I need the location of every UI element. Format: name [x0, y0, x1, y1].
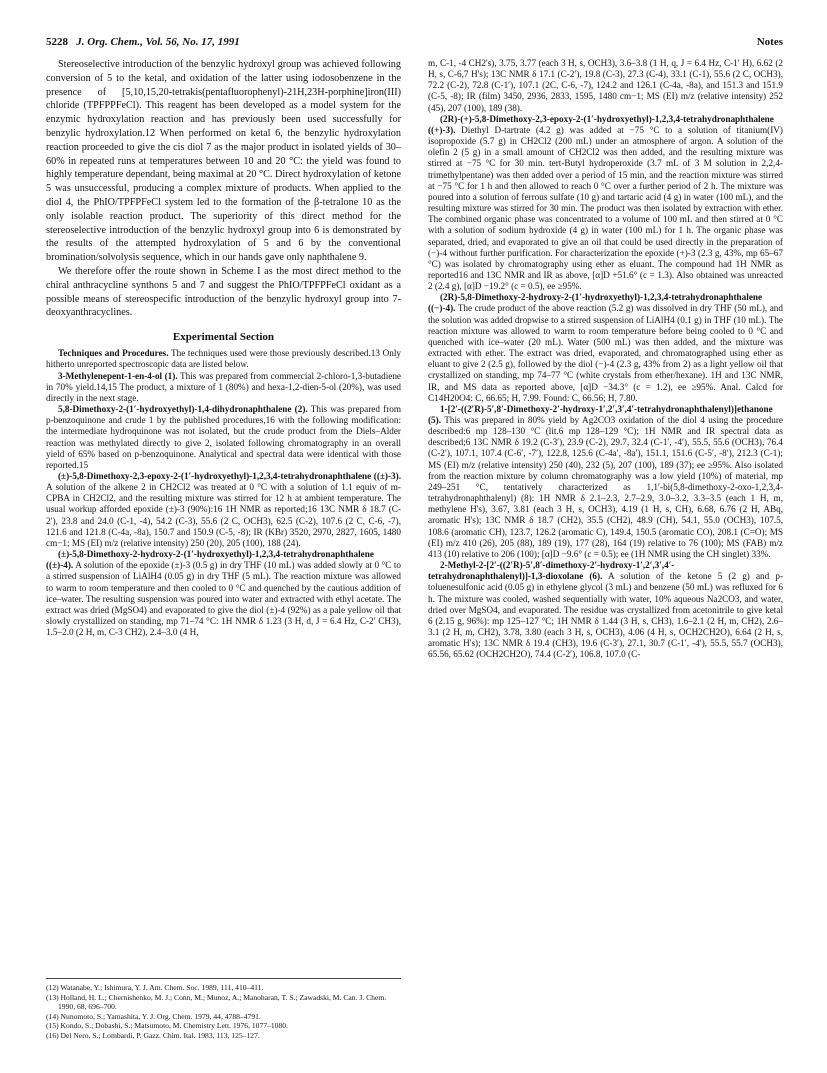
continuation-paragraph: m, C-1, -4 CH2's), 3.75, 3.77 (each 3 H, s, OCH3), 3.6–3.8 (1 H, q, J = 6.4 Hz, C-1′ H), 6.62 (2 H, s, C-6,7 H's); 13C NMR δ 17.1 (C-2′), 19.8 (C-3), 27.3 (C-4), 33.1 (C-1), 55.6 (2 C, OCH3), 72.2 (C-2), 72.8 (C-1′), 107.1 (2C, C-6, -7), 124.2 and 126.1 (C-4a, -8a), and 151.3 and 151.9 (C-5, -8); IR (film) 3450, 2936, 2833, 1595, 1480 cm−1; MS (EI) m/z (relative intensity) 252 (45), 207 (100), 189 (38).	[428, 58, 783, 113]
compound-procedure: This was prepared in 80% yield by Ag2CO3 oxidation of the diol 4 using the procedure described:6 mp 128–130 °C (lit.6 mp 128–129 °C); 1H NMR and IR spectral data as described;6 13C NMR δ 19.2 (C-3′), 23.9 (C-2), 29.7, 32.4 (C-1′, -4′), 55.5, 55.6 (OCH3), 76.4 (C-2′), 107.1, 107.4 (C-6′, -7′), 122.8, 125.6 (C-4a′, -8a′), 151.1, 151.6 (C-5′, -8′), 212.3 (C-1); MS (EI) m/z (relative intensity) 250 (40), 232 (5), 207 (100), 189 (37); ee ≥95%. Also isolated from the reaction mixture by column chromatography was a low yield (10%) of material, mp 249–251 °C, tentatively characterized as 1,1′-bi(5,8-dimethoxy-2-oxo-1,2,3,4-tetrahydronaphthalenyl) (8): 1H NMR δ 2.1–2.3, 2.7–2.9, 3.0–3.2, 3.3–3.5 (each 1 H, m, methylene H's), 3.67, 3.81 (each 3 H, s, OCH3), 4.19 (1 H, s, CH), 6.68, 6.76 (2 H, ABq, aromatic H's); 13C NMR δ 18.7 (CH2), 35.5 (CH2), 48.9 (CH), 54.1, 55.0 (OCH3), 107.5, 108.6 (aromatic CH), 123.7, 126.2 (aromatic C), 149.4, 150.5 (aromatic CO), 208.1 (C=O); MS (EI) m/z 410 (26), 205 (88), 189 (19), 177 (28), 164 (19) relative to 76 (100); MS (FAB) m/z 413 (10) relative to 206 (100); [α]D −9.6° (c = 0.5); ee (1H NMR using the CH singlet) 33%.	[428, 415, 783, 559]
footnotes	[46, 978, 401, 1040]
compound-entry	[46, 371, 401, 404]
footnote: (13) Holland, H. L.; Chernishenko, M. J.; Conn, M.; Munoz, A.; Manoharan, T. S.; Zawadski, M. Can. J. Chem. 1990, 68, 696–700.	[46, 992, 387, 1011]
compound-procedure: The crude product of the above reaction (5.2 g) was dissolved in dry THF (50 mL), and the solution was added dropwise to a stirred suspension of LiAlH4 (0.1 g) in THF (10 mL). The reaction mixture was allowed to warm to room temperature before being cooled to 0 °C and quenched with ice–water (20 mL). Water (500 mL) was then added, and the mixture was extracted with ether. The extract was dried, evaporated, and chromatographed using ether as eluant to give 2 (2.5 g), followed by the diol (−)-4 (2.3 g, 43% from 2) as a light yellow oil that crystallized on standing, mp 74–77 °C (white crystals from ether/hexane). 1H and 13C NMR, IR, and MS data as reported above, [α]D −34.3° (c = 1.2), ee ≥95%. Anal. Calcd for C14H20O4: C, 66.65; H, 7.99. Found: C, 66.56; H, 7.80.	[428, 303, 783, 403]
intro-paragraph-2: We therefore offer the route shown in Scheme I as the most direct method to the chiral anthracycline synthons 5 and 7 and suggest the PhIO/TPFPFeCl oxidant as a possible means of stereospecific introduction of the benzylic hydroxyl group into 7-deoxyanthracyclines.	[46, 265, 401, 319]
compound-entry	[428, 292, 783, 404]
right-column	[428, 58, 783, 660]
compound-name: 1-[2′-((2′R)-5′,8′-Dimethoxy-2′-hydroxy-1′,2′,3′,4′-tetrahydronaphthalenyl)]ethanone (5).	[428, 403, 773, 425]
compound-entry	[46, 404, 401, 471]
compound-name: (±)-5,8-Dimethoxy-2-hydroxy-2-(1′-hydroxyethyl)-1,2,3,4-tetrahydronaphthalene ((±)-4).	[46, 549, 374, 571]
compound-entry	[428, 404, 783, 560]
techniques-text: The techniques used were those previously described.13 Only hitherto unreported spectroscopic data are listed below.	[46, 348, 401, 370]
journal-citation: J. Org. Chem., Vol. 56, No. 17, 1991	[76, 36, 240, 48]
compound-name: (2R)-(+)-5,8-Dimethoxy-2,3-epoxy-2-(1′-hydroxyethyl)-1,2,3,4-tetrahydronaphthalene ((+)-3).	[428, 113, 774, 135]
left-column	[46, 58, 401, 638]
techniques-paragraph	[46, 348, 401, 370]
compound-name: (±)-5,8-Dimethoxy-2,3-epoxy-2-(1′-hydroxyethyl)-1,2,3,4-tetrahydronaphthalene ((±)-3).	[58, 471, 401, 482]
compound-entry	[428, 114, 783, 293]
compound-entry	[46, 549, 401, 638]
footnote: (12) Watanabe, Y.; Ishimura, Y. J. Am. Chem. Soc. 1989, 111, 410–411.	[46, 983, 264, 992]
compound-entry	[46, 471, 401, 549]
compound-name: 2-Methyl-2-[2′-((2′R)-5′,8′-dimethoxy-2′-hydroxy-1′,2′,3′,4′-tetrahydronaphthalenyl)]-1,3-dioxolane (6).	[428, 560, 675, 582]
compound-procedure: This was prepared from p-benzoquinone and crude 1 by the published procedures,16 with the following modification: the intermediate hydroquinone was not isolated, but the crude product from the Diels–Alder reaction was methylated directly to give 2, isolated following chromatography in an overall yield of 65% based on p-benzoquinone. Analytical and spectral data were identical with those reported.15	[46, 404, 401, 470]
page-number: 5228	[46, 36, 68, 48]
compound-name: 3-Methylenepent-1-en-4-ol (1).	[58, 370, 178, 381]
compound-procedure: A solution of the epoxide (±)-3 (0.5 g) in dry THF (10 mL) was added slowly at 0 °C to a stirred suspension of LiAlH4 (0.05 g) in dry THF (5 mL). The reaction mixture was allowed to warm to room temperature and then cooled to 0 °C and quenched by the cautious addition of ice–water. The resulting suspension was poured into water and extracted with ethyl acetate. The extract was dried (MgSO4) and evaporated to give the diol (±)-4 (92%) as a pale yellow oil that slowly crystallized on standing, mp 71–74 °C: 1H NMR δ 1.23 (3 H, d, J = 6.4 Hz, C-2′ CH3), 1.5–2.0 (2 H, m, C-3 CH2), 2.4–3.0 (4 H,	[46, 560, 401, 638]
compound-procedure: This was prepared from commercial 2-chloro-1,3-butadiene in 70% yield.14,15 The product, a mixture of 1 (80%) and hexa-1,2-dien-5-ol (20%), was used directly in the next stage.	[46, 370, 402, 403]
header-left	[46, 36, 240, 48]
compound-name: (2R)-5,8-Dimethoxy-2-hydroxy-2-(1′-hydroxyethyl)-1,2,3,4-tetrahydronaphthalene ((−)-4).	[428, 292, 763, 314]
footnote: (15) Kondo, S.; Dobashi, S.; Matsumoto, M. Chemistry Lett. 1976, 1077–1080.	[46, 1021, 288, 1030]
compound-procedure: A solution of the ketone 5 (2 g) and p-toluenesulfonic acid (0.05 g) in ethylene glycol (3 mL) and benzene (50 mL) was refluxed for 6 h. The mixture was cooled, washed sequentially with water, 10% aqueous Na2CO3, and water, dried over MgSO4, and evaporated. The residue was crystallized from acetonitrile to give ketal 6 (2.15 g, 96%): mp 125–127 °C; 1H NMR δ 1.44 (3 H, s, CH3), 1.6–2.1 (2 H, m, CH2), 2.6–3.1 (2 H, m, CH2), 3.78, 3.80 (each 3 H, s, OCH3), 4.06 (4 H, s, OCH2CH2O), 6.64 (2 H, s, aromatic H's); 13C NMR δ 19.4 (CH3), 19.6 (C-3′), 27.1, 30.7 (C-1′, -4′), 55.5, 55.7 (OCH3), 65.56, 65.62 (OCH2CH2O), 74.4 (C-2′), 106.8, 107.0 (C-	[428, 571, 783, 660]
experimental-heading: Experimental Section	[172, 331, 275, 344]
section-label: Notes	[756, 36, 783, 48]
compound-name: 5,8-Dimethoxy-2-(1′-hydroxyethyl)-1,4-dihydronaphthalene (2).	[58, 404, 308, 415]
footnote: (14) Nunomoto, S.; Yamashita, Y. J. Org. Chem. 1979, 44, 4788–4791.	[46, 1011, 261, 1021]
compound-entry	[428, 560, 783, 660]
compound-procedure: Diethyl D-tartrate (4.2 g) was added at −75 °C to a solution of titanium(IV) isopropoxide (5.7 g) in CH2Cl2 (200 mL) under an atmosphere of argon. A solution of the olefin 2 (5 g) in a small amount of CH2Cl2 was then added, and the resulting mixture was stirred at −75 °C for 30 min. tert-Butyl hydroperoxide (3.7 mL of 3 M solution in 2,2,4-trimethylpentane) was then added over a period of 15 min, and the reaction mixture was stirred at −75 °C for 1 h and then allowed to reach 0 °C over a further period of 2 h. The mixture was poured into a solution of ferrous sulfate (10 g) and tartaric acid (4 g) in water (100 mL), and the resulting mixture was stirred for 30 min. The product was then isolated by extraction with ether. The combined organic phase was concentrated to a volume of 100 mL and then stirred at 0 °C with a solution of sodium hydroxide (4 g) in water (100 mL) for 1 h. The organic phase was separated, dried, and evaporated to give an oil that could be used directly in the preparation of (−)-4 without further purification. For characterization the epoxide (+)-3 (2.3 g, 43%, mp 65–67 °C) was isolated by chromatography using ether as eluant. The compound had 1H NMR as reported16 and 13C NMR and IR as above, [α]D +51.6° (c = 1.3). Also obtained was unreacted 2 (2.4 g), [α]D −19.2° (c = 0.5), ee ≥95%.	[428, 124, 783, 292]
footnote: (16) Del Nero, S.; Lombardi, P. Gazz. Chim. Ital. 1983, 113, 125–127.	[46, 1030, 260, 1040]
techniques-label: Techniques and Procedures.	[58, 348, 169, 359]
page-header	[46, 36, 783, 52]
compound-procedure: A solution of the alkene 2 in CH2Cl2 was treated at 0 °C with a solution of 1.1 equiv of m-CPBA in CH2Cl2, and the resulting mixture was stirred for 12 h at ambient temperature. The usual workup afforded epoxide (±)-3 (90%):16 1H NMR as reported;16 13C NMR δ 18.7 (C-2′), 23.8 and 24.0 (C-1, -4), 54.2 (C-3), 55.6 (2 C, OCH3), 62.5 (C-2), 107.6 (2 C, C-6, -7), 121.6 and 121.8 (C-4a, -8a), 150.7 and 150.9 (C-5, -8); IR (KBr) 3520, 2970, 2827, 1605, 1480 cm−1; MS (EI) m/z (relative intensity) 250 (20), 205 (100), 188 (24).	[46, 482, 401, 548]
intro-paragraph-1: Stereoselective introduction of the benzylic hydroxyl group was achieved following conversion of 5 to the ketal, and oxidation of the latter using iodosobenzene in the presence of [5,10,15,20-tetrakis(pentafluorophenyl)-21H,23H-porphine]iron(III) chloride (TPFPPFeCl). This reagent has been developed as a model system for the enzymic hydroxylation reaction and has previously been used successfully for benzylic hydroxylation.12 When performed on ketal 6, the benzylic hydroxylation reaction proceeded to give the cis diol 7 as the major product in isolated yields of 30–60% in repeated runs at temperatures between 10 and 20 °C: the yield was found to highly temperature dependant, being maximal at 20 °C. Direct hydroxylation of ketone 5 was unsuccessful, producing a complex mixture of products. When applied to the diol 4, the PhIO/TPFPFeCl system led to the formation of the β-tetralone 10 as the only isolable reaction product. The superiority of this direct method for the stereoselective introduction of the benzylic hydroxyl group into 6 is demonstrated by the results of the attempted hydroxylation of 5 and 6 by the conventional bromination/solvolysis sequence, which in our hands gave only naphthalene 9.	[46, 59, 401, 264]
